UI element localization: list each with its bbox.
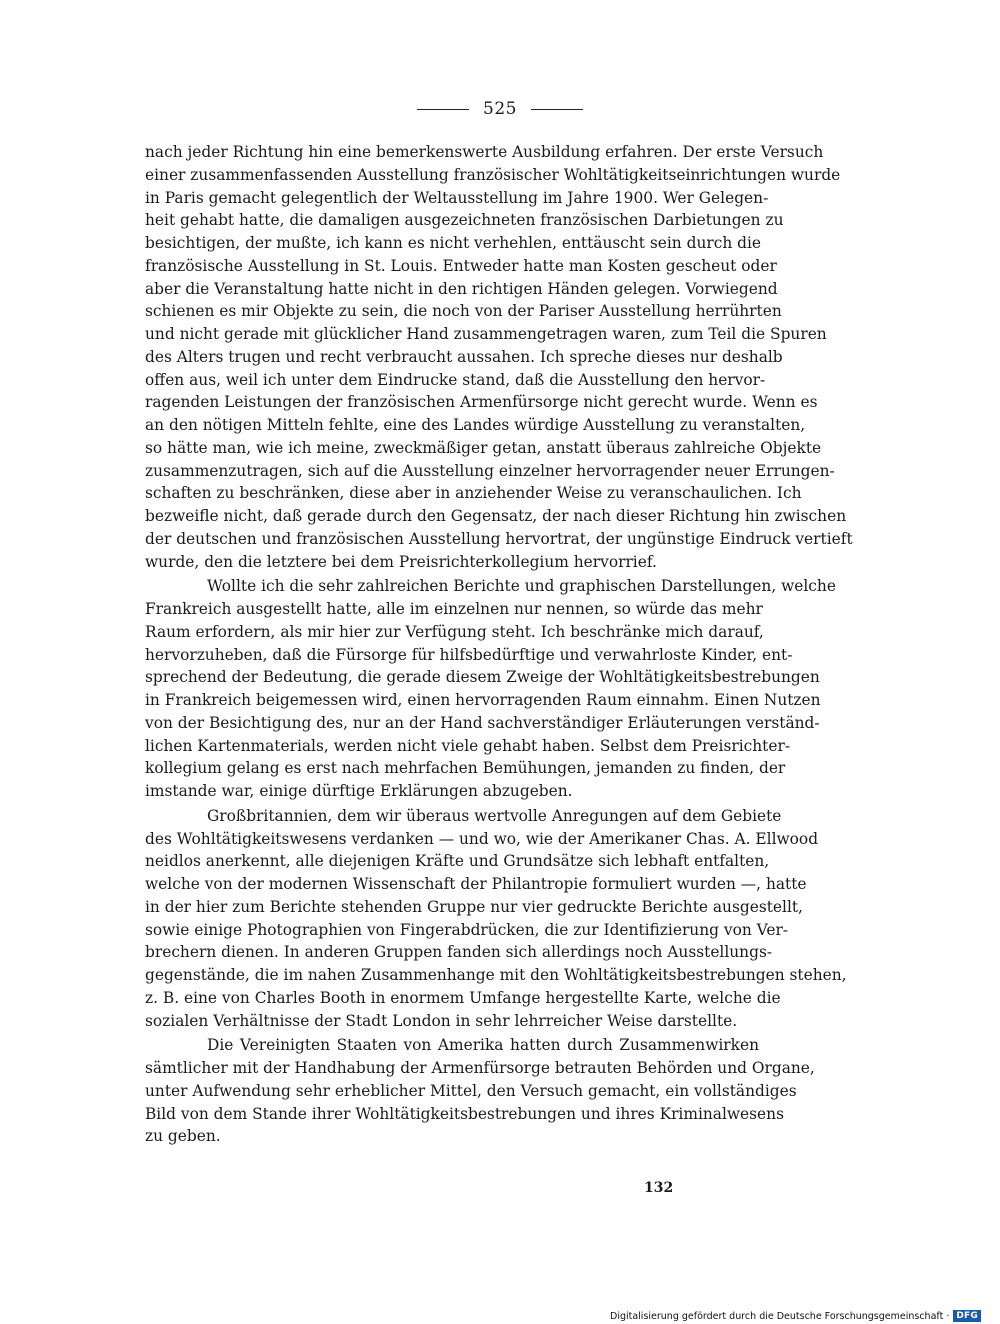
text-line: aber die Veranstaltung hatte nicht in den richtigen Händen gelegen. Vorwiegend — [145, 279, 778, 298]
paragraph — [145, 805, 847, 1033]
text-line: nach jeder Richtung hin eine bemerkenswerte Ausbildung erfahren. Der erste Versuch — [145, 143, 824, 161]
text-line: brechern dienen. In anderen Gruppen fanden sich allerdings noch Ausstellungs- — [145, 943, 773, 962]
footer-credit — [610, 1310, 981, 1322]
text-line: ragenden Leistungen der französischen Armenfürsorge nicht gerecht wurde. Wenn es — [145, 393, 818, 412]
text-line: so hätte man, wie ich meine, zweckmäßiger getan, anstatt überaus zahlreiche Objekte — [145, 438, 822, 457]
page-header — [0, 99, 1000, 119]
text-line: von der Besichtigung des, nur an der Hand sachverständiger Erläuterungen verständ- — [145, 713, 820, 732]
text-line: welche von der modernen Wissenschaft der Philantropie formuliert wurden —, hatte — [145, 875, 807, 893]
text-line: in Paris gemacht gelegentlich der Weltausstellung im Jahre 1900. Wer Gelegen- — [145, 188, 769, 207]
text-line: imstande war, einige dürftige Erklärungen abzugeben. — [145, 782, 573, 800]
body-text — [145, 141, 853, 1148]
text-line: des Wohltätigkeitswesens verdanken — und wo, wie der Amerikaner Chas. A. Ellwood — [145, 829, 819, 848]
signature-mark: 132 — [644, 1180, 674, 1196]
text-line: heit gehabt hatte, die damaligen ausgezeichneten französischen Darbietungen zu — [145, 211, 784, 230]
text-line: sämtlicher mit der Handhabung der Armenfürsorge betrauten Behörden und Organe, — [145, 1059, 815, 1077]
page-number: 525 — [483, 99, 517, 119]
text-line: einer zusammenfassenden Ausstellung französischer Wohltätigkeitseinrichtungen wurde — [145, 165, 841, 184]
text-line: sozialen Verhältnisse der Stadt London in sehr lehrreicher Weise darstellte. — [145, 1011, 738, 1030]
text-line: in der hier zum Berichte stehenden Gruppe nur vier gedruckte Berichte ausgestellt, — [145, 897, 803, 916]
text-line: Die Vereinigten Staaten von Amerika hatten durch Zusammenwirken — [207, 1036, 759, 1055]
text-line: französische Ausstellung in St. Louis. Entweder hatte man Kosten gescheut oder — [145, 256, 777, 275]
footer-credit-text: Digitalisierung gefördert durch die Deutsche Forschungsgemeinschaft · — [610, 1310, 950, 1322]
text-line: Raum erfordern, als mir hier zur Verfügung steht. Ich beschränke mich darauf, — [145, 622, 764, 641]
text-line: hervorzuheben, daß die Fürsorge für hilfsbedürftige und verwahrloste Kinder, ent- — [145, 645, 793, 664]
text-line: wurde, den die letztere bei dem Preisrichterkollegium hervorrief. — [145, 552, 657, 571]
text-line: Großbritannien, dem wir überaus wertvolle Anregungen auf dem Gebiete — [207, 806, 782, 825]
paragraph — [145, 141, 853, 573]
text-line: lichen Kartenmaterials, werden nicht viele gehabt haben. Selbst dem Preisrichter- — [145, 736, 791, 755]
header-rule-right — [531, 109, 583, 110]
text-line: zusammenzutragen, sich auf die Ausstellung einzelner hervorragender neuer Errungen- — [145, 461, 835, 480]
paragraph — [145, 575, 836, 803]
text-line: kollegium gelang es erst nach mehrfachen Bemühungen, jemanden zu finden, der — [145, 759, 786, 778]
text-line: sprechend der Bedeutung, die gerade diesem Zweige der Wohltätigkeitsbestrebungen — [145, 668, 820, 687]
text-line: in Frankreich beigemessen wird, einen hervorragenden Raum einnahm. Einen Nutzen — [145, 691, 821, 709]
text-line: besichtigen, der mußte, ich kann es nicht verhehlen, enttäuscht sein durch die — [145, 234, 762, 252]
text-line: bezweifle nicht, daß gerade durch den Gegensatz, der nach dieser Richtung hin zwischen — [145, 507, 847, 525]
text-line: an den nötigen Mitteln fehlte, eine des Landes würdige Ausstellung zu veranstalten, — [145, 416, 806, 434]
header-rule-left — [417, 109, 469, 110]
text-line: schaften zu beschränken, diese aber in anziehender Weise zu veranschaulichen. Ich — [145, 484, 802, 503]
paragraph — [145, 1034, 815, 1148]
text-line: zu geben. — [145, 1127, 221, 1146]
text-line: sowie einige Photographien von Fingerabdrücken, die zur Identifizierung von Ver- — [145, 920, 789, 939]
text-line: gegenstände, die im nahen Zusammenhange mit den Wohltätigkeitsbestrebungen stehen, — [145, 966, 847, 984]
text-line: Frankreich ausgestellt hatte, alle im einzelnen nur nennen, so würde das mehr — [145, 600, 763, 618]
dfg-logo: DFG — [953, 1310, 981, 1322]
text-line: schienen es mir Objekte zu sein, die noch von der Pariser Ausstellung herrührten — [145, 302, 782, 321]
text-line: neidlos anerkennt, alle diejenigen Kräfte und Grundsätze sich lebhaft entfalten, — [145, 852, 770, 871]
text-line: Bild von dem Stande ihrer Wohltätigkeitsbestrebungen und ihres Kriminalwesens — [145, 1104, 784, 1123]
text-line: offen aus, weil ich unter dem Eindrucke stand, daß die Ausstellung den hervor- — [145, 370, 766, 389]
text-line: der deutschen und französischen Ausstellung hervortrat, der ungünstige Eindruck vertieft — [145, 529, 853, 548]
text-line: und nicht gerade mit glücklicher Hand zusammengetragen waren, zum Teil die Spuren — [145, 325, 827, 343]
text-line: unter Aufwendung sehr erheblicher Mittel, den Versuch gemacht, ein vollständiges — [145, 1081, 797, 1100]
text-line: des Alters trugen und recht verbraucht aussahen. Ich spreche dieses nur deshalb — [145, 347, 783, 366]
text-line: Wollte ich die sehr zahlreichen Berichte und graphischen Darstellungen, welche — [207, 577, 836, 596]
text-line: z. B. eine von Charles Booth in enormem Umfange hergestellte Karte, welche die — [145, 988, 781, 1007]
